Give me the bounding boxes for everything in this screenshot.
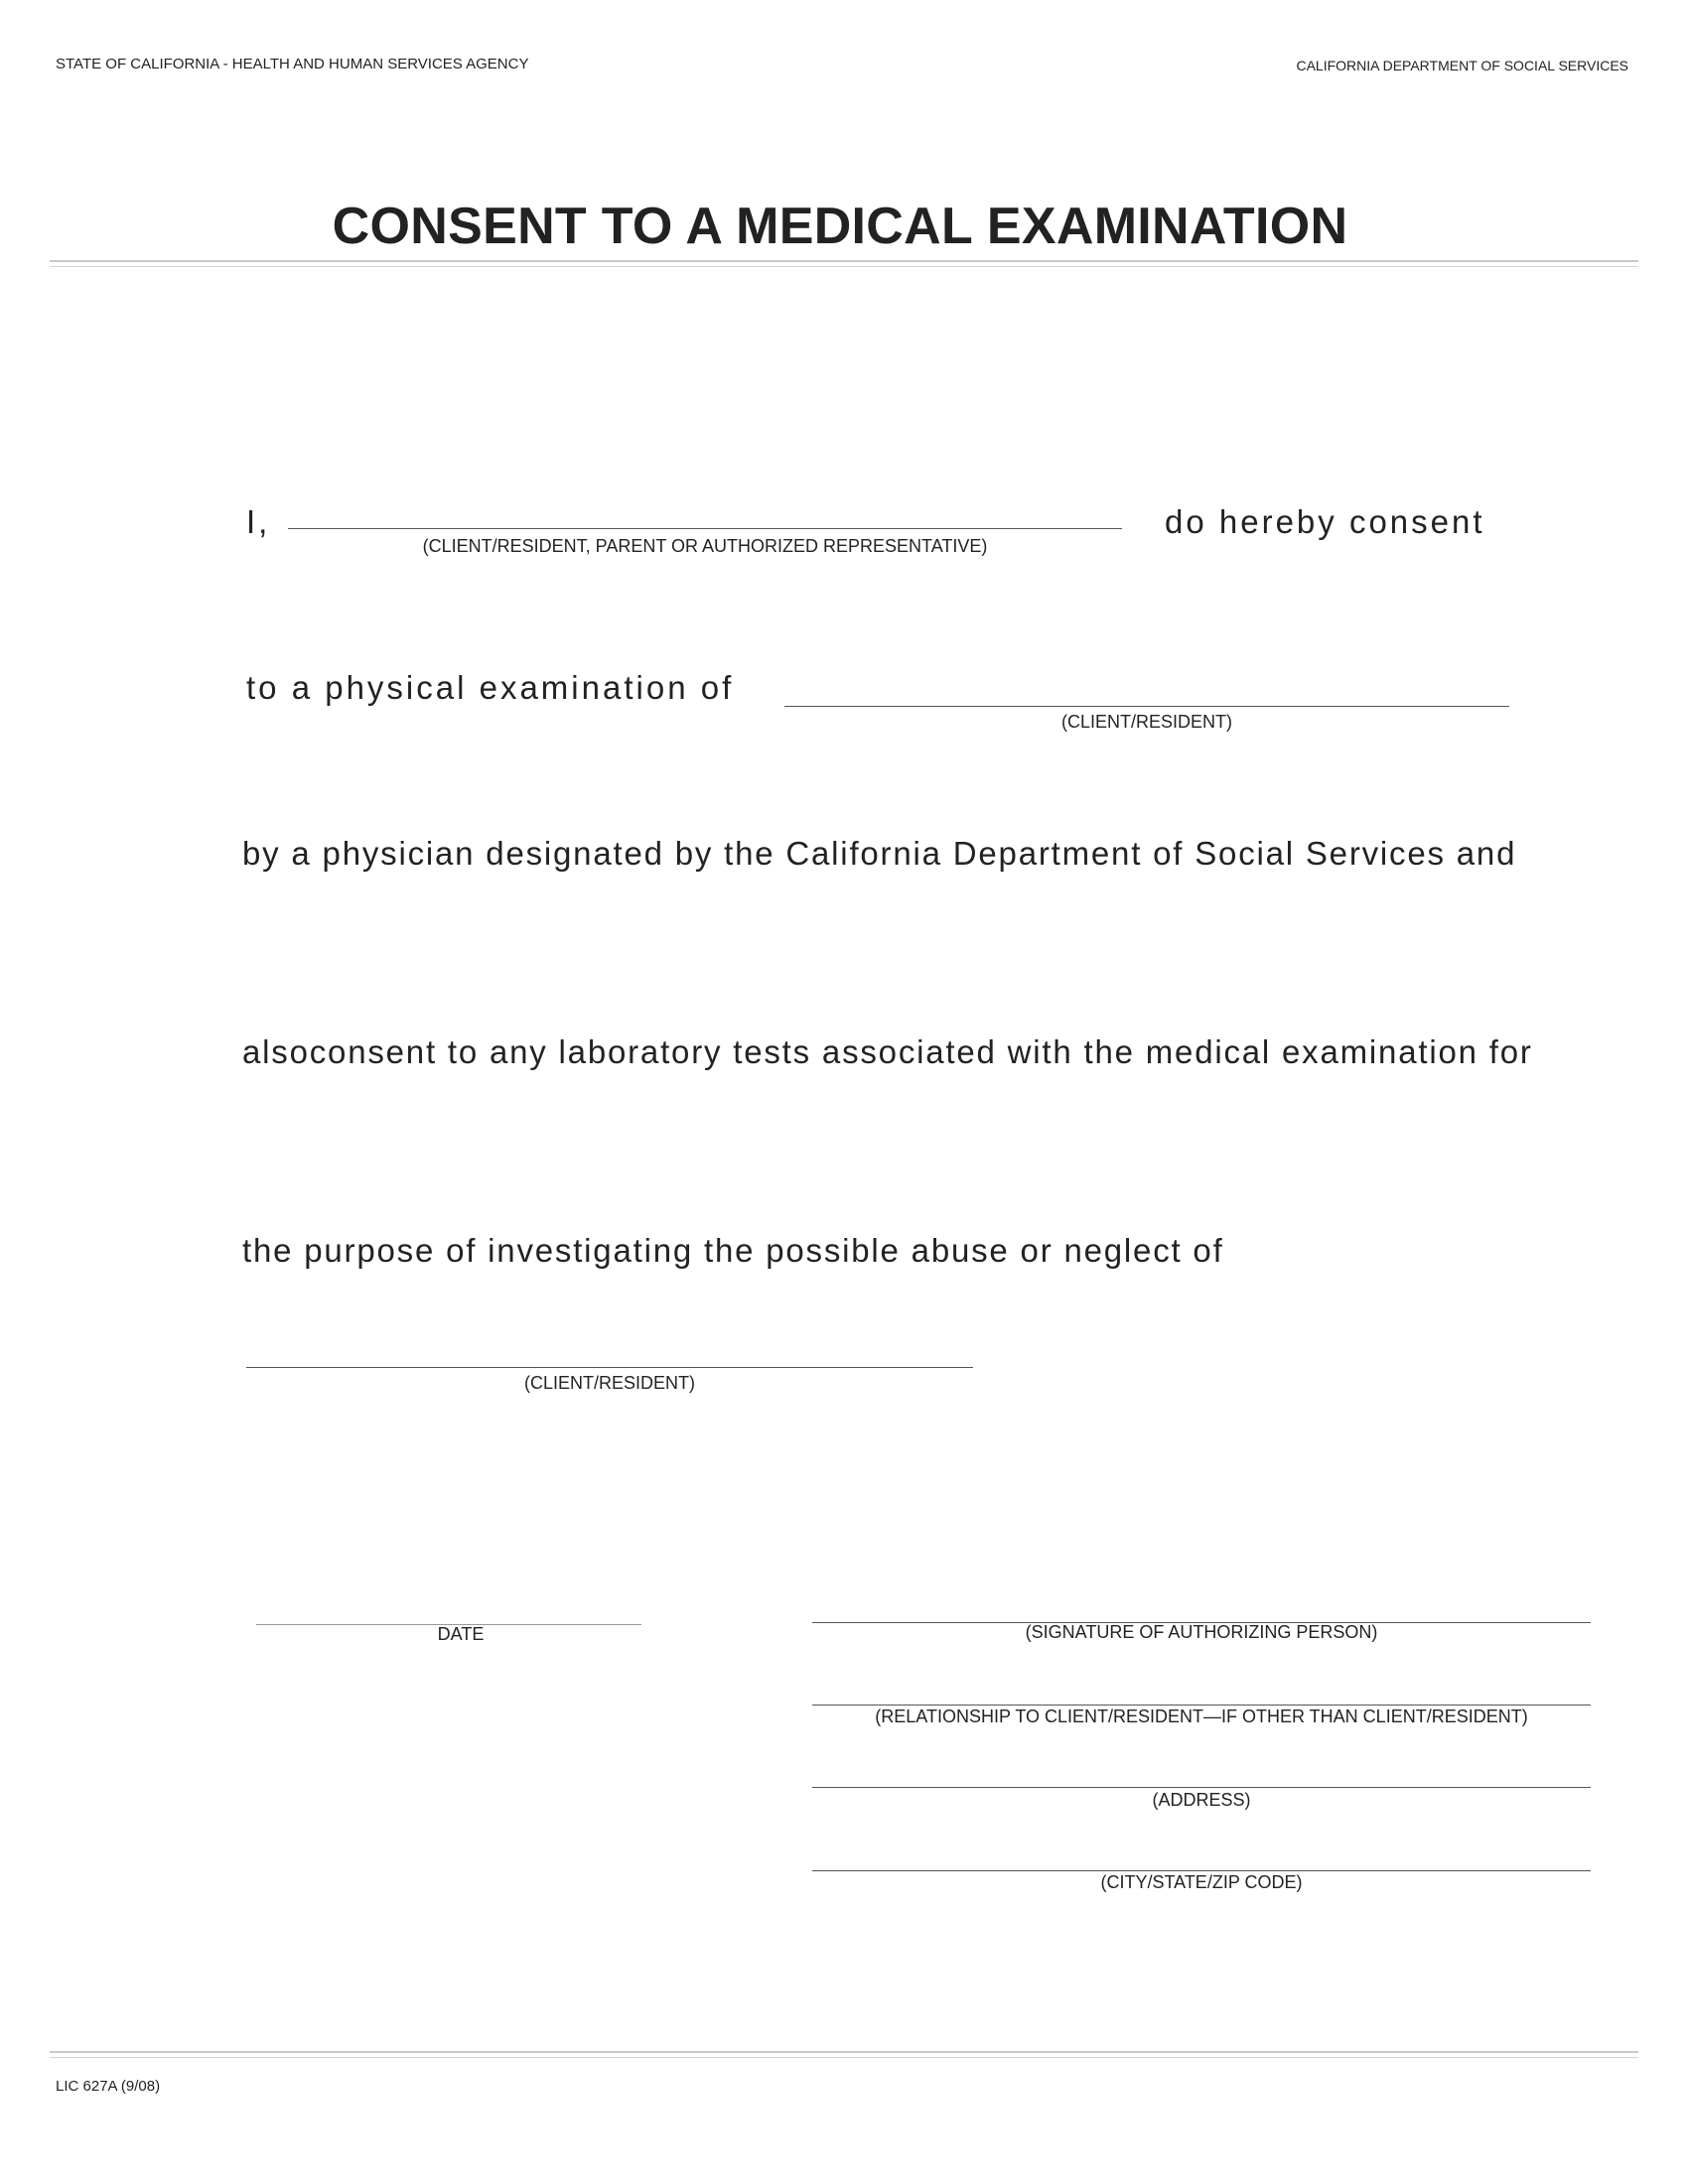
- date-label: DATE: [437, 1624, 485, 1644]
- physician-designation-text: by a physician designated by the California Department of Social Services and: [242, 835, 1517, 872]
- physical-exam-phrase: to a physical examination of: [246, 669, 735, 706]
- city-state-zip-field[interactable]: [812, 1870, 1591, 1871]
- title-rule-top: [50, 260, 1638, 262]
- consent-intro: I,: [246, 503, 271, 540]
- city-state-zip-label: (CITY/STATE/ZIP CODE): [1100, 1872, 1303, 1892]
- address-field[interactable]: [812, 1787, 1591, 1788]
- relationship-field[interactable]: [812, 1705, 1591, 1706]
- form-number: LIC 627A (9/08): [56, 2078, 161, 2095]
- abused-client-name-label: (CLIENT/RESIDENT): [523, 1373, 695, 1393]
- header-agency: STATE OF CALIFORNIA - HEALTH AND HUMAN SERVICES AGENCY: [56, 56, 529, 72]
- consenter-name-field[interactable]: [288, 528, 1122, 529]
- footer-rule-bottom: [50, 2057, 1638, 2058]
- header-department: CALIFORNIA DEPARTMENT OF SOCIAL SERVICES: [1296, 58, 1628, 73]
- investigation-purpose-text: the purpose of investigating the possible abuse or neglect of: [242, 1232, 1224, 1269]
- consenter-name-label: (CLIENT/RESIDENT, PARENT OR AUTHORIZED REPRESENTATIVE): [422, 536, 988, 556]
- client-name-label: (CLIENT/RESIDENT): [1060, 712, 1232, 732]
- abused-client-name-field[interactable]: [246, 1367, 973, 1368]
- laboratory-tests-text: alsoconsent to any laboratory tests associated with the medical examination for: [242, 1033, 1533, 1070]
- form-title: CONSENT TO A MEDICAL EXAMINATION: [332, 198, 1348, 255]
- title-rule-bottom: [50, 266, 1638, 267]
- address-label: (ADDRESS): [1152, 1790, 1251, 1810]
- relationship-label: (RELATIONSHIP TO CLIENT/RESIDENT—IF OTHER THAN CLIENT/RESIDENT): [875, 1706, 1528, 1726]
- consent-phrase: do hereby consent: [1165, 503, 1485, 540]
- signature-label: (SIGNATURE OF AUTHORIZING PERSON): [1025, 1622, 1378, 1642]
- client-name-field[interactable]: [784, 706, 1509, 707]
- footer-rule-top: [50, 2051, 1638, 2053]
